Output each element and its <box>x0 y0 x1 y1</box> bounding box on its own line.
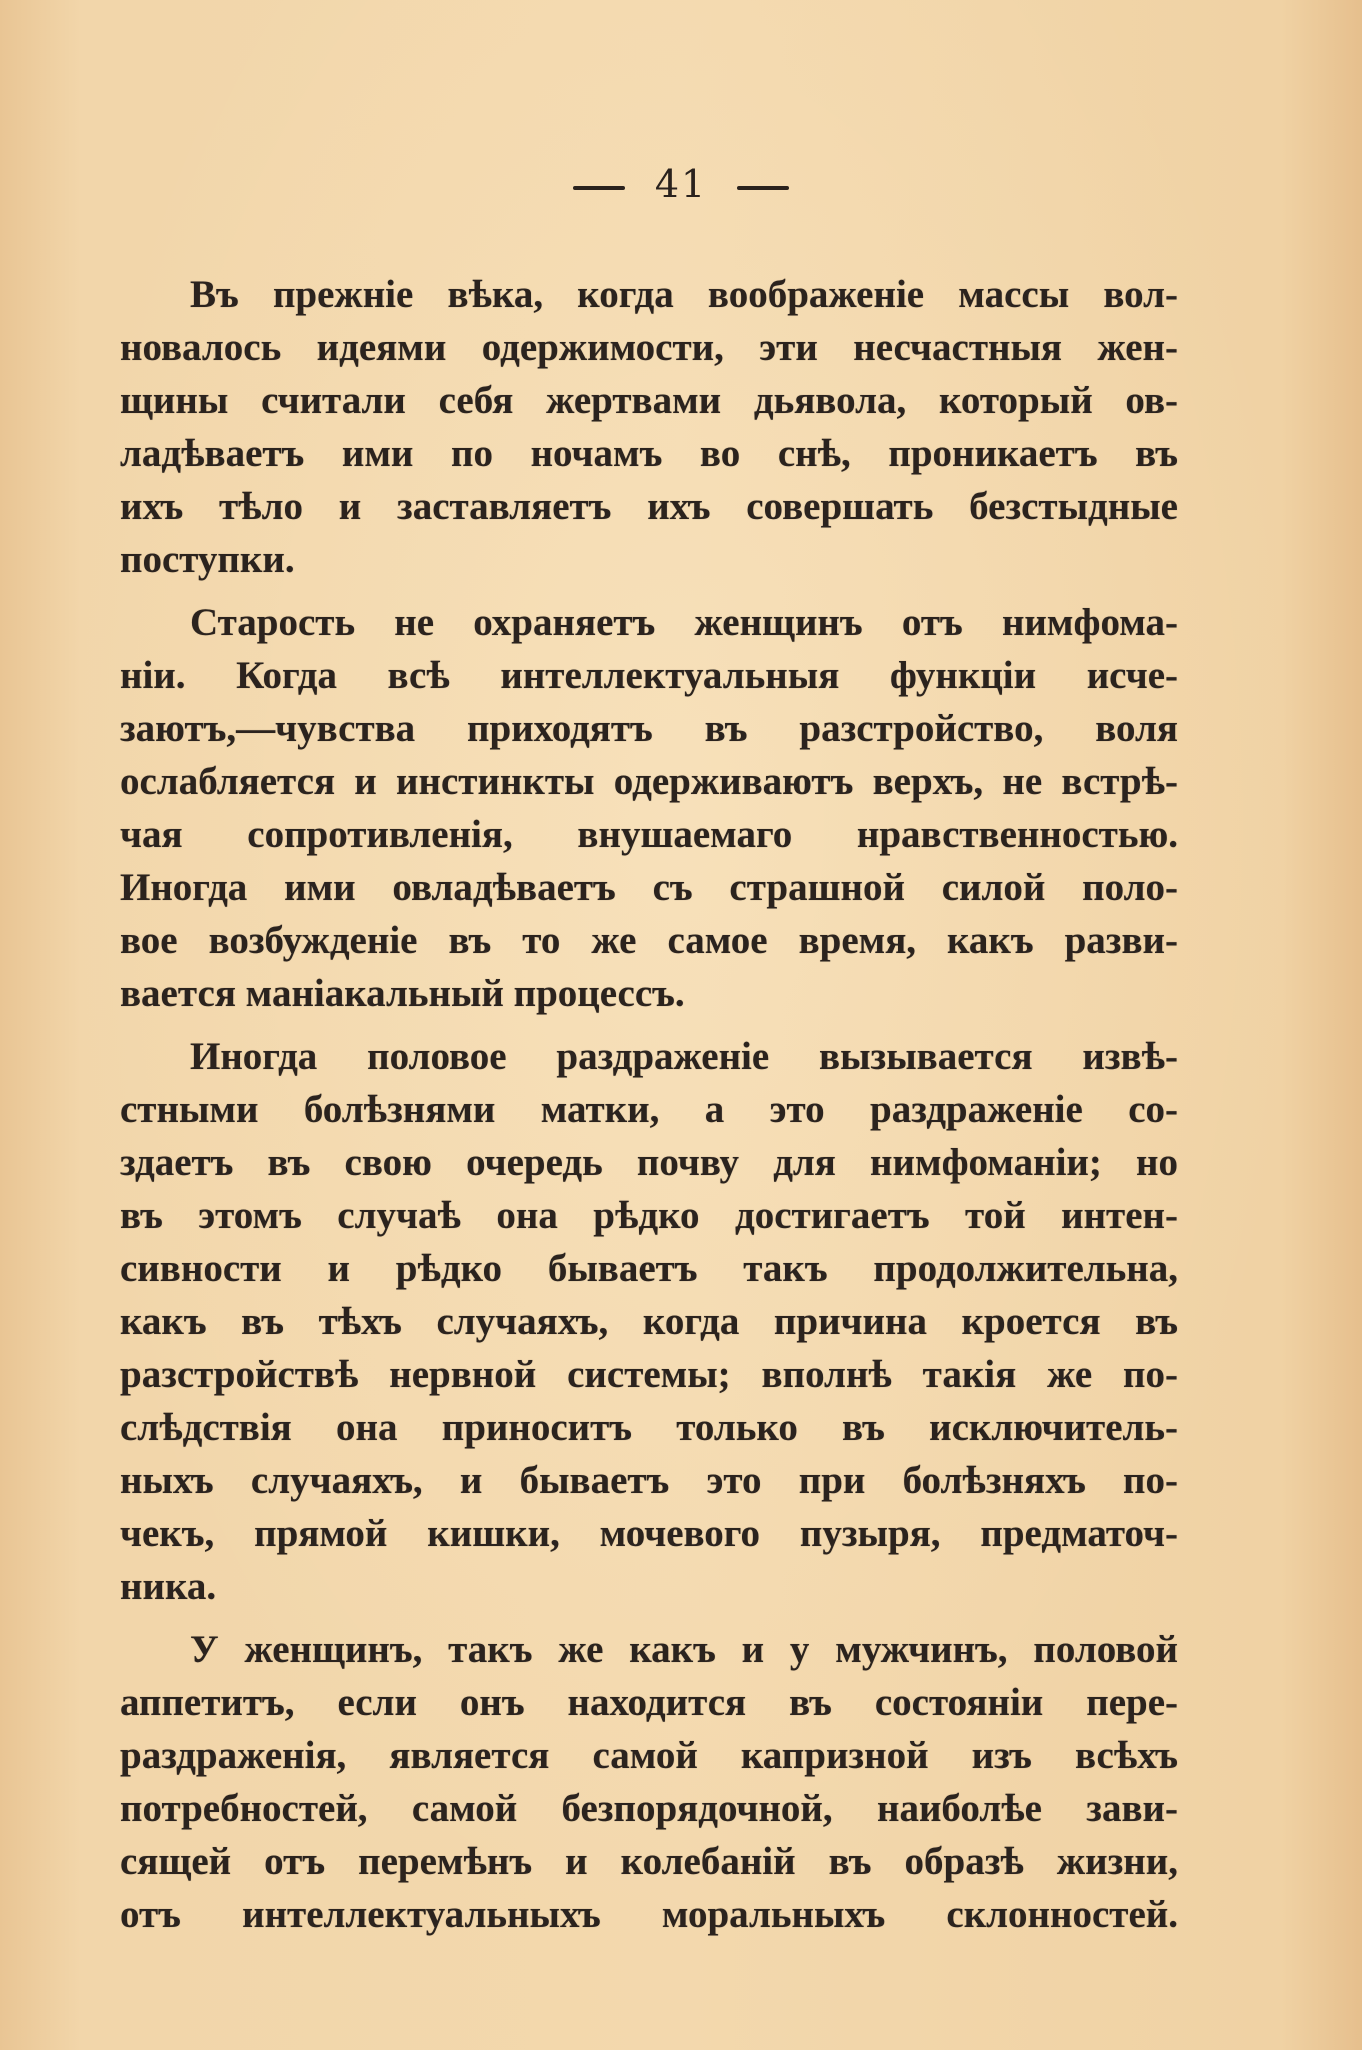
text-line: раздраженія, является самой капризной изъ всѣхъ <box>120 1734 1178 1777</box>
text-line: ладѣваетъ ими по ночамъ во снѣ, проникаетъ въ <box>120 432 1178 475</box>
text-line: въ этомъ случаѣ она рѣдко достигаетъ той интен- <box>120 1194 1178 1237</box>
page-number: 41 <box>654 162 708 206</box>
text-line: здаетъ въ свою очередь почву для нимфоманіи; но <box>120 1141 1178 1184</box>
text-line: сящей отъ перемѣнъ и колебаній въ образѣ жизни, <box>120 1840 1178 1883</box>
text-line: сивности и рѣдко бываетъ такъ продолжительна, <box>120 1247 1178 1290</box>
text-line: заютъ,—чувства приходятъ въ разстройство, воля <box>120 707 1178 750</box>
text-line: Въ прежніе вѣка, когда воображеніе массы вол- <box>190 273 1178 316</box>
page-number-header <box>0 162 1362 206</box>
text-line: чая сопротивленія, внушаемаго нравственностью. <box>120 813 1178 856</box>
text-line: ныхъ случаяхъ, и бываетъ это при болѣзняхъ по- <box>120 1459 1178 1502</box>
body-text <box>120 268 1178 1941</box>
text-line: Иногда половое раздраженіе вызывается извѣ- <box>190 1035 1178 1078</box>
text-line: ихъ тѣло и заставляетъ ихъ совершать безстыдные <box>120 485 1178 528</box>
text-line: ослабляется и инстинкты одерживаютъ верхъ, не встрѣ- <box>120 760 1178 803</box>
text-line: аппетитъ, если онъ находится въ состояніи пере- <box>120 1681 1178 1724</box>
text-line: какъ въ тѣхъ случаяхъ, когда причина кроется въ <box>120 1300 1178 1343</box>
text-line: потребностей, самой безпорядочной, наиболѣе зави- <box>120 1787 1178 1830</box>
text-line: стными болѣзнями матки, а это раздраженіе со- <box>120 1088 1178 1131</box>
left-dash <box>573 186 625 190</box>
text-line: У женщинъ, такъ же какъ и у мужчинъ, половой <box>190 1628 1178 1671</box>
text-line: щины считали себя жертвами дьявола, который ов- <box>120 379 1178 422</box>
text-line: слѣдствія она приноситъ только въ исключитель- <box>120 1406 1178 1449</box>
text-line: поступки. <box>120 538 295 581</box>
text-line: новалось идеями одержимости, эти несчастныя жен- <box>120 326 1178 369</box>
text-line: Старость не охраняетъ женщинъ отъ нимфома- <box>190 601 1178 644</box>
text-line: ніи. Когда всѣ интеллектуальныя функціи исче- <box>120 654 1178 697</box>
text-line: Иногда ими овладѣваетъ съ страшной силой поло- <box>120 866 1178 909</box>
text-line: разстройствѣ нервной системы; вполнѣ такія же по- <box>120 1353 1178 1396</box>
text-line: ника. <box>120 1565 217 1608</box>
text-line: отъ интеллектуальныхъ моральныхъ склонностей. <box>120 1893 1178 1936</box>
right-dash <box>737 186 789 190</box>
text-line: вается маніакальный процессъ. <box>120 972 685 1015</box>
text-line: вое возбужденіе въ то же самое время, какъ разви- <box>120 919 1178 962</box>
text-line: чекъ, прямой кишки, мочевого пузыря, предматоч- <box>120 1512 1178 1555</box>
